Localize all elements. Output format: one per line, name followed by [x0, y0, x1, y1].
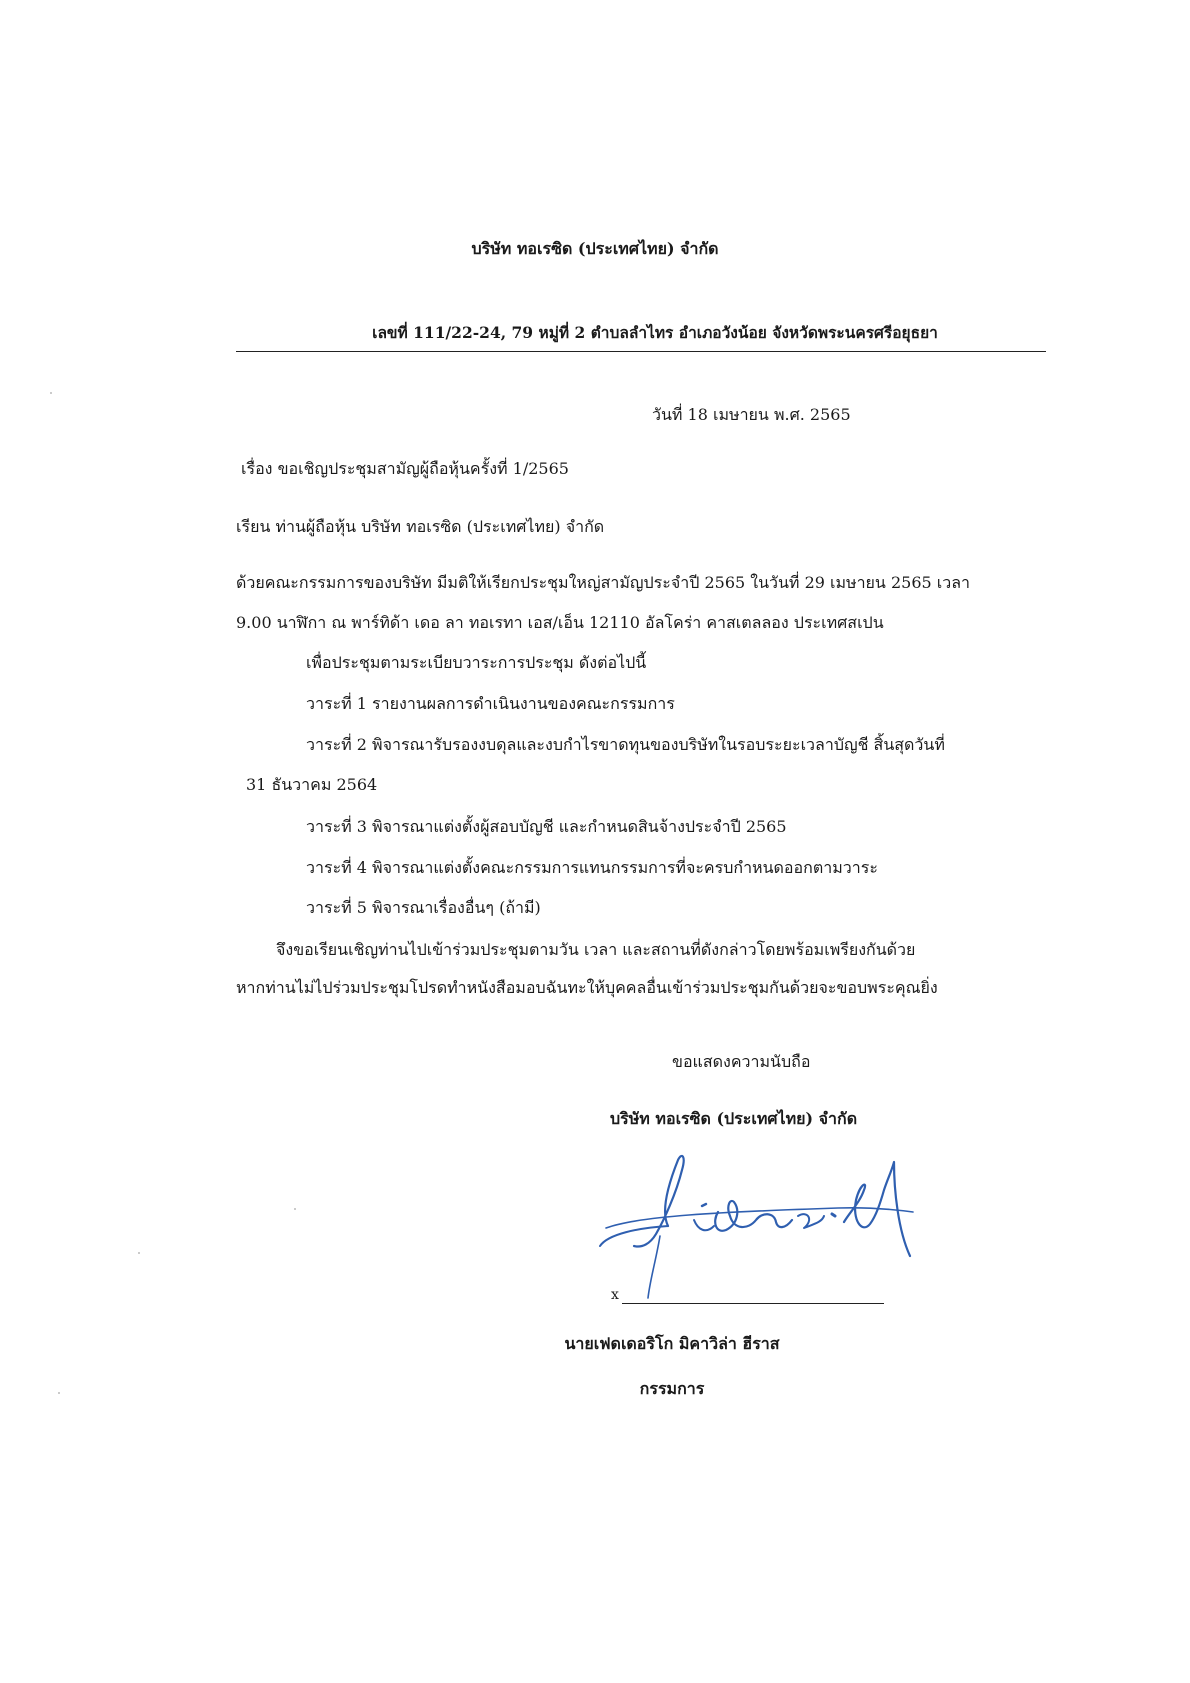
scan-speck — [294, 1208, 296, 1210]
letter-date: วันที่ 18 เมษายน พ.ศ. 2565 — [652, 405, 851, 424]
agenda-item-3: วาระที่ 3 พิจารณาแต่งตั้งผู้สอบบัญชี และกำหนดสินจ้างประจำปี 2565 — [306, 817, 787, 836]
agenda-item-2: วาระที่ 2 พิจารณารับรองงบดุลและงบกำไรขาดทุนของบริษัทในรอบระยะเวลาบัญชี สิ้นสุดวันที่ — [306, 735, 945, 754]
signer-name: นายเฟดเดอริโก มิคาวิล่า ฮีราส — [564, 1334, 780, 1353]
intro-paragraph-line-1: ด้วยคณะกรรมการของบริษัท มีมติให้เรียกประชุมใหญ่สามัญประจำปี 2565 ในวันที่ 29 เมษายน 2565 เวลา — [236, 573, 970, 592]
signing-company-name: บริษัท ทอเรซิด (ประเทศไทย) จำกัด — [610, 1109, 858, 1128]
signature-x-mark: x — [611, 1287, 619, 1303]
handwritten-signature — [598, 1150, 918, 1300]
signer-title: กรรมการ — [639, 1379, 705, 1398]
letterhead-company-name: บริษัท ทอเรซิด (ประเทศไทย) จำกัด — [471, 239, 719, 258]
scan-speck — [138, 1252, 140, 1254]
scan-speck — [58, 1392, 60, 1394]
closing-paragraph-line-1: จึงขอเรียนเชิญท่านไปเข้าร่วมประชุมตามวัน เวลา และสถานที่ดังกล่าวโดยพร้อมเพรียงกันด้วย — [276, 940, 916, 959]
agenda-item-4: วาระที่ 4 พิจารณาแต่งตั้งคณะกรรมการแทนกรรมการที่จะครบกำหนดออกตามวาระ — [306, 858, 878, 877]
agenda-item-1: วาระที่ 1 รายงานผลการดำเนินงานของคณะกรรมการ — [306, 694, 675, 713]
signature-line — [622, 1303, 884, 1304]
letter-salutation: เรียน ท่านผู้ถือหุ้น บริษัท ทอเรซิด (ประเทศไทย) จำกัด — [236, 517, 605, 536]
agenda-item-2-continued: 31 ธันวาคม 2564 — [246, 775, 378, 794]
scan-speck — [50, 392, 52, 394]
letterhead-address: เลขที่ 111/22-24, 79 หมู่ที่ 2 ตำบลลำไทร อำเภอวังน้อย จังหวัดพระนครศรีอยุธยา — [372, 323, 938, 342]
intro-paragraph-line-2: 9.00 นาฬิกา ณ พาร์ทิด้า เดอ ลา ทอเรทา เอส/เอ็น 12110 อัลโคร่า คาสเตลลอง ประเทศสเปน — [236, 613, 884, 632]
letter-subject: เรื่อง ขอเชิญประชุมสามัญผู้ถือหุ้นครั้งที่ 1/2565 — [241, 459, 569, 478]
agenda-intro: เพื่อประชุมตามระเบียบวาระการประชุม ดังต่อไปนี้ — [306, 653, 647, 672]
complimentary-close: ขอแสดงความนับถือ — [672, 1052, 811, 1071]
closing-paragraph-line-2: หากท่านไม่ไปร่วมประชุมโปรดทำหนังสือมอบฉันทะให้บุคคลอื่นเข้าร่วมประชุมกันด้วยจะขอบพระคุณยิ่ง — [236, 978, 938, 997]
letterhead-divider — [236, 351, 1046, 352]
agenda-item-5: วาระที่ 5 พิจารณาเรื่องอื่นๆ (ถ้ามี) — [306, 898, 541, 917]
